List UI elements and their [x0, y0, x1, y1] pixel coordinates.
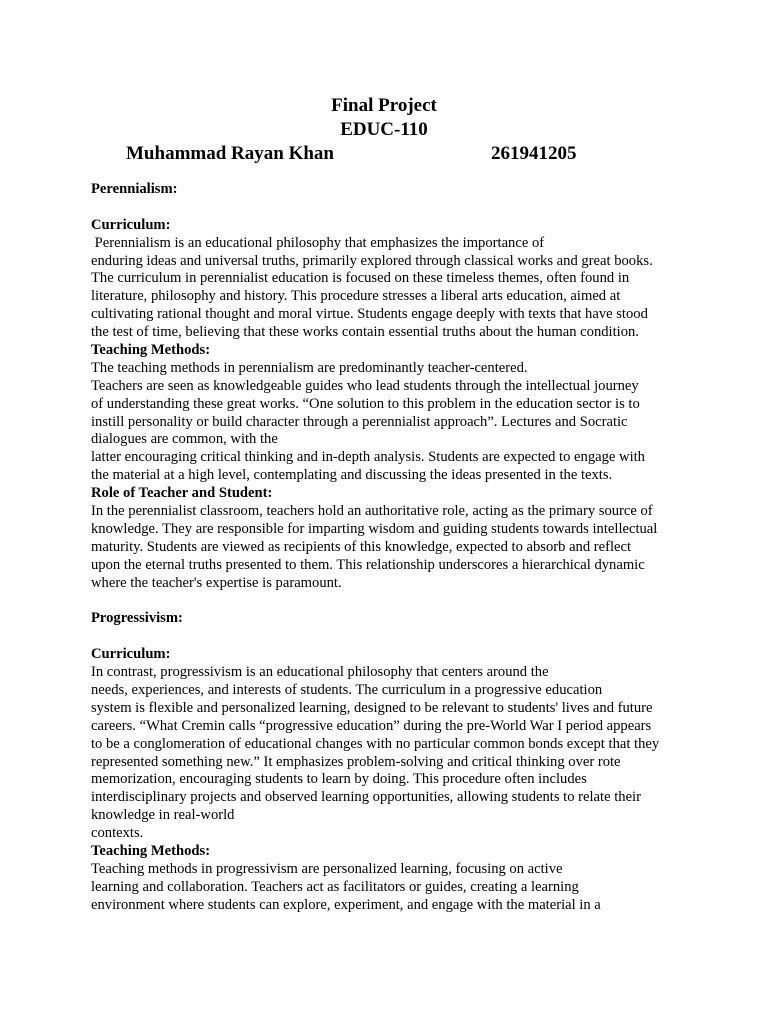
blank-line	[91, 592, 691, 610]
subheading-teaching-methods: Teaching Methods:	[91, 342, 211, 359]
paragraph-line: In the perennialist classroom, teachers hold an authoritative role, acting as the primary source of	[91, 503, 653, 520]
paragraph-line: In contrast, progressivism is an educational philosophy that centers around the	[91, 664, 549, 681]
section-heading-progressivism: Progressivism:	[91, 610, 183, 627]
paragraph-line: needs, experiences, and interests of students. The curriculum in a progressive education	[91, 681, 603, 698]
paragraph-line: environment where students can explore, experiment, and engage with the material in a	[91, 896, 601, 913]
paragraph-line: knowledge. They are responsible for imparting wisdom and guiding students towards intellectual	[91, 520, 658, 537]
paragraph-line: literature, philosophy and history. This procedure stresses a liberal arts education, aimed at	[91, 288, 621, 305]
paragraph-line: upon the eternal truths presented to them. This relationship underscores a hierarchical dynamic	[91, 556, 645, 573]
subheading-role: Role of Teacher and Student:	[91, 485, 273, 502]
paragraph-line: learning and collaboration. Teachers act as facilitators or guides, creating a learning	[91, 878, 579, 895]
document-body	[91, 181, 691, 915]
blank-line	[91, 199, 691, 217]
paragraph-line: system is flexible and personalized learning, designed to be relevant to students' lives and future	[91, 699, 653, 716]
paragraph-line: enduring ideas and universal truths, primarily explored through classical works and great books.	[91, 252, 653, 269]
paragraph-line: Teaching methods in progressivism are personalized learning, focusing on active	[91, 860, 563, 877]
paragraph-line: The curriculum in perennialist education is focused on these timeless themes, often found in	[91, 270, 630, 287]
subheading-curriculum: Curriculum:	[91, 646, 171, 663]
paragraph-line: interdisciplinary projects and observed learning opportunities, allowing students to relate their	[91, 789, 641, 806]
paragraph-line: knowledge in real-world	[91, 807, 235, 824]
paragraph-line: latter encouraging critical thinking and in-depth analysis. Students are expected to engage with	[91, 449, 645, 466]
paragraph-line: Teachers are seen as knowledgeable guides who lead students through the intellectual journey	[91, 377, 639, 394]
paragraph-line: The teaching methods in perennialism are predominantly teacher-centered.	[91, 359, 528, 376]
paragraph-line: instill personality or build character through a perennialist approach”. Lectures and Socratic	[91, 413, 628, 430]
paragraph-line: where the teacher's expertise is paramount.	[91, 574, 342, 591]
paragraph-line: to be a conglomeration of educational changes with no particular common bonds except that they	[91, 735, 660, 752]
subheading-teaching-methods: Teaching Methods:	[91, 842, 211, 859]
paragraph-line: contexts.	[91, 825, 144, 842]
section-heading-perennialism: Perennialism:	[91, 181, 178, 197]
paragraph-line: dialogues are common, with the	[91, 431, 278, 448]
paragraph-line: represented something new.” It emphasizes problem-solving and critical thinking over rote	[91, 753, 621, 770]
course-code: EDUC-110	[340, 119, 428, 140]
paragraph-line: the test of time, believing that these works contain essential truths about the human condition.	[91, 324, 639, 341]
paragraph-line: careers. “What Cremin calls “progressive education” during the pre-World War I period appears	[91, 717, 652, 734]
student-id: 261941205	[491, 143, 577, 164]
author-name: Muhammad Rayan Khan	[126, 143, 334, 164]
subheading-curriculum: Curriculum:	[91, 216, 171, 233]
document-title: Final Project	[331, 95, 437, 116]
paragraph-line: of understanding these great works. “One solution to this problem in the education sector is to	[91, 395, 640, 412]
paragraph-line: cultivating rational thought and moral virtue. Students engage deeply with texts that have stood	[91, 306, 648, 323]
paragraph-line: Perennialism is an educational philosophy that emphasizes the importance of	[91, 234, 545, 251]
blank-line	[91, 628, 691, 646]
paragraph-line: the material at a high level, contemplating and discussing the ideas presented in the texts.	[91, 467, 613, 484]
paragraph-line: memorization, encouraging students to learn by doing. This procedure often includes	[91, 771, 587, 788]
paragraph-line: maturity. Students are viewed as recipients of this knowledge, expected to absorb and reflect	[91, 538, 632, 555]
